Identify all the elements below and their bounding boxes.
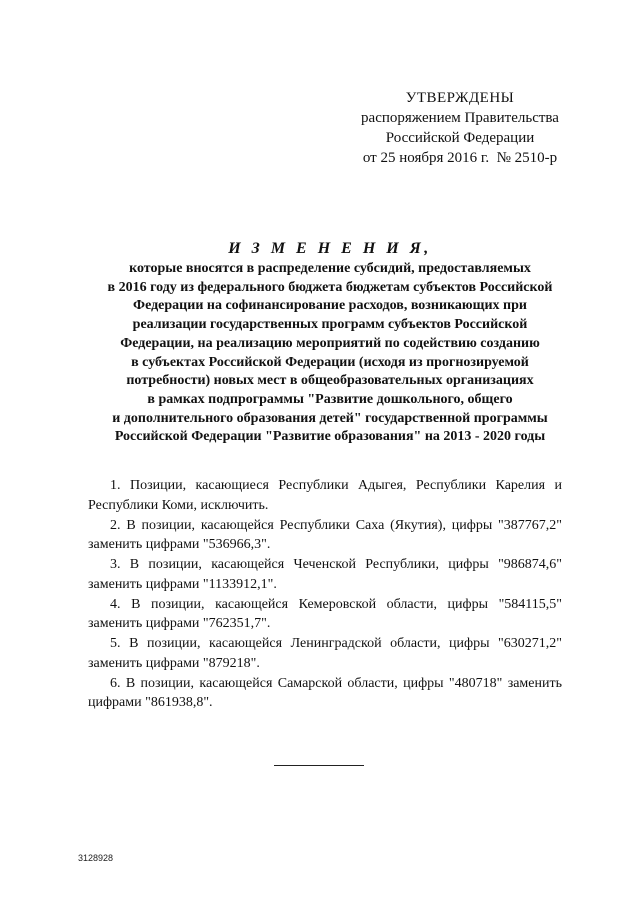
heading-line: Федерации на софинансирование расходов, возникающих при (133, 298, 527, 314)
heading-line: в рамках подпрограммы "Развитие дошкольного, общего (147, 391, 513, 407)
heading-line: и дополнительного образования детей" государственной программы (112, 410, 548, 426)
document-title: И З М Е Н Е Н И Я, (228, 240, 432, 257)
end-divider (274, 765, 364, 766)
approval-line-1: распоряжением Правительства (361, 110, 559, 126)
approval-date-number: от 25 ноября 2016 г. № 2510-р (362, 150, 558, 166)
amendment-item-1: 1. Позиции, касающиеся Республики Адыгея, Республики Карелия и Республики Коми, исключить. (88, 478, 562, 513)
heading-line: реализации государственных программ субъектов Российской (132, 317, 528, 333)
amendment-item-3: 3. В позиции, касающейся Чеченской Республики, цифры "986874,6" заменить цифрами "1133912,1". (88, 557, 562, 592)
amendment-item-6: 6. В позиции, касающейся Самарской области, цифры "480718" заменить цифрами "861938,8". (88, 675, 562, 710)
amendment-item-2: 2. В позиции, касающейся Республики Саха (Якутия), цифры "387767,2" заменить цифрами "536966,3". (88, 517, 562, 552)
heading-line: которые вносятся в распределение субсидий, предоставляемых (129, 261, 531, 276)
heading-line: в субъектах Российской Федерации (исходя из прогнозируемой (131, 354, 529, 370)
heading-line: Федерации, на реализацию мероприятий по содействию созданию (120, 335, 540, 351)
approval-title: УТВЕРЖДЕНЫ (405, 90, 515, 106)
document-heading (40, 239, 620, 447)
amendment-item-4: 4. В позиции, касающейся Кемеровской области, цифры "584115,5" заменить цифрами "762351,7". (88, 596, 562, 631)
document-code: 3128928 (78, 853, 114, 863)
approval-line-2: Российской Федерации (385, 130, 535, 146)
heading-line: Российской Федерации "Развитие образования" на 2013 - 2020 годы (114, 429, 546, 445)
heading-line: потребности) новых мест в общеобразовательных организациях (126, 373, 534, 389)
amendment-item-5: 5. В позиции, касающейся Ленинградской области, цифры "630271,2" заменить цифрами "879218". (88, 636, 562, 671)
amendment-list (88, 476, 562, 713)
heading-line: в 2016 году из федерального бюджета бюджетам субъектов Российской (107, 279, 553, 295)
approval-block (340, 88, 580, 168)
